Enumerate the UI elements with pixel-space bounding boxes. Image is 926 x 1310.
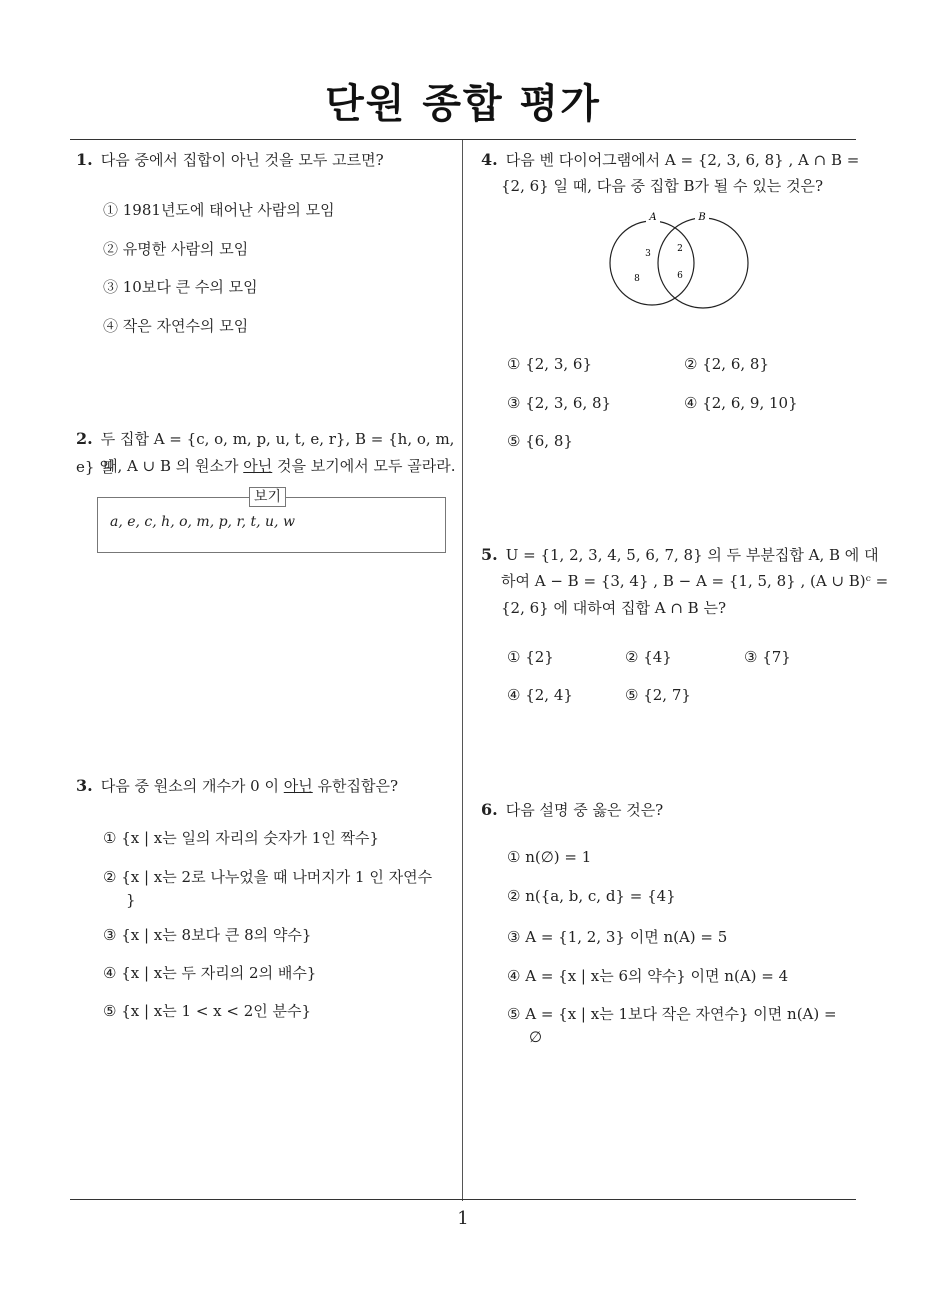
question-number: 1. xyxy=(76,150,93,169)
question-number: 3. xyxy=(76,776,93,795)
venn-circle-b xyxy=(658,218,748,308)
footer-rule xyxy=(70,1199,856,1200)
q1-option-3: ③ 10보다 큰 수의 모임 xyxy=(103,278,258,296)
question-4-line2: {2, 6} 일 때, 다음 중 집합 B가 될 수 있는 것은? xyxy=(501,177,824,195)
q2-text-part: 때, A ∪ B 의 원소가 xyxy=(103,457,244,475)
venn-intersection-value: 2 xyxy=(677,244,683,254)
q6-option-3: ③ A = {1, 2, 3} 이면 n(A) = 5 xyxy=(507,928,728,946)
question-1 xyxy=(76,146,384,174)
column-divider xyxy=(462,140,463,1201)
question-text-line1: 두 집합 A = {c, o, m, p, u, t, e, r}, B = {h, o, m, e} 일 xyxy=(76,430,455,476)
q1-option-2: ② 유명한 사람의 모임 xyxy=(103,240,249,258)
question-number: 2. xyxy=(76,429,93,448)
question-number: 5. xyxy=(481,545,498,564)
q5-option-1: ① {2} xyxy=(507,648,554,666)
q3-underlined-word: 아닌 xyxy=(283,777,313,795)
question-text: 다음 설명 중 옳은 것은? xyxy=(505,801,664,819)
q5-option-3: ③ {7} xyxy=(744,648,791,666)
q6-option-5: ⑤ A = {x | x는 1보다 작은 자연수} 이면 n(A) = xyxy=(507,1005,837,1023)
page-title: 단원 종합 평가 xyxy=(325,81,601,127)
q5-option-5: ⑤ {2, 7} xyxy=(625,686,691,704)
q5-option-2: ② {4} xyxy=(625,648,672,666)
header-rule xyxy=(70,139,856,140)
q2-underlined-word: 아닌 xyxy=(243,457,273,475)
question-number: 4. xyxy=(481,150,498,169)
page-number: 1 xyxy=(457,1208,469,1229)
q3-text-part: 유한집합은? xyxy=(312,777,399,795)
venn-diagram xyxy=(605,208,755,310)
q4-option-2: ② {2, 6, 8} xyxy=(684,355,770,373)
venn-label-a: A xyxy=(649,212,657,223)
venn-a-only-value: 3 xyxy=(645,249,651,259)
question-5-line3: {2, 6} 에 대하여 집합 A ∩ B 는? xyxy=(501,599,726,617)
q3-option-5: ⑤ {x | x는 1 < x < 2인 분수} xyxy=(103,1002,312,1020)
q3-text-part: 다음 중 원소의 개수가 0 이 xyxy=(100,777,284,795)
q6-option-5-continuation: ∅ xyxy=(529,1028,543,1046)
q4-option-5: ⑤ {6, 8} xyxy=(507,432,573,450)
question-2-line2 xyxy=(103,452,455,480)
q6-option-4: ④ A = {x | x는 6의 약수} 이면 n(A) = 4 xyxy=(507,967,789,985)
q4-option-3: ③ {2, 3, 6, 8} xyxy=(507,394,612,412)
q4-option-4: ④ {2, 6, 9, 10} xyxy=(684,394,798,412)
q6-option-2: ② n({a, b, c, d} = {4} xyxy=(507,887,676,905)
example-box-content: a, e, c, h, o, m, p, r, t, u, w xyxy=(110,514,295,530)
question-6 xyxy=(481,796,663,824)
q3-option-4: ④ {x | x는 두 자리의 2의 배수} xyxy=(103,964,317,982)
venn-label-b: B xyxy=(698,212,706,223)
q3-option-2: ② {x | x는 2로 나누었을 때 나머지가 1 인 자연수 xyxy=(103,868,433,886)
question-5-line2: 하여 A − B = {3, 4} , B − A = {1, 5, 8} , (A ∪ B)ᶜ = xyxy=(501,572,889,590)
question-5 xyxy=(481,541,879,569)
q1-option-4: ④ 작은 자연수의 모임 xyxy=(103,317,249,335)
q2-text-part: 것을 보기에서 모두 골라라. xyxy=(272,457,456,475)
venn-a-only-value: 8 xyxy=(634,274,640,284)
q3-option-2-continuation: } xyxy=(126,891,136,909)
venn-intersection-value: 6 xyxy=(677,271,683,281)
question-text-line1: U = {1, 2, 3, 4, 5, 6, 7, 8} 의 두 부분집합 A, B 에 대 xyxy=(505,546,879,564)
q1-option-1: ① 1981년도에 태어난 사람의 모임 xyxy=(103,201,335,219)
q4-option-1: ① {2, 3, 6} xyxy=(507,355,593,373)
question-text: 다음 중에서 집합이 아닌 것을 모두 고르면? xyxy=(100,151,384,169)
question-3 xyxy=(76,772,398,800)
question-4 xyxy=(481,146,859,174)
question-number: 6. xyxy=(481,800,498,819)
example-box-label: 보기 xyxy=(249,487,286,507)
q5-option-4: ④ {2, 4} xyxy=(507,686,573,704)
venn-circle-a xyxy=(610,221,694,305)
q3-option-1: ① {x | x는 일의 자리의 숫자가 1인 짝수} xyxy=(103,829,380,847)
question-text-line1: 다음 벤 다이어그램에서 A = {2, 3, 6, 8} , A ∩ B = xyxy=(505,151,860,169)
q3-option-3: ③ {x | x는 8보다 큰 8의 약수} xyxy=(103,926,312,944)
q6-option-1: ① n(∅) = 1 xyxy=(507,848,592,866)
